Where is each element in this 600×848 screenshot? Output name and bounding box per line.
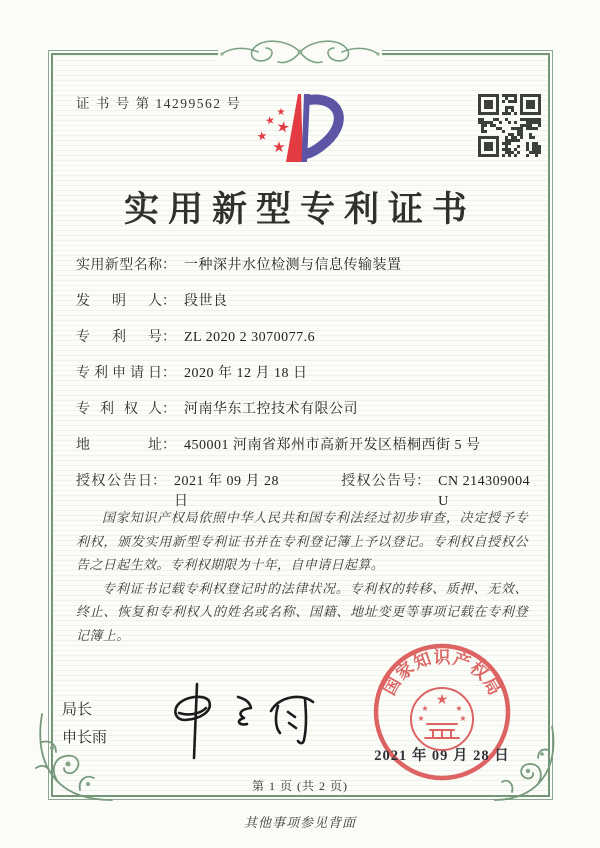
legal-text [76, 506, 528, 647]
field-value: 河南华东工控技术有限公司 [184, 402, 358, 417]
field-colon: ： [162, 258, 176, 273]
field-value: ZL 2020 2 3070077.6 [184, 330, 316, 345]
field-value: 一种深井水位检测与信息传输装置 [184, 258, 402, 273]
star-icon: ★ [455, 704, 463, 713]
field-label: 发明人 [76, 294, 162, 309]
field-colon: ： [162, 438, 176, 453]
svg-text:知: 知 [411, 649, 434, 673]
svg-text:产: 产 [450, 649, 473, 673]
field-row-inventor [76, 292, 531, 328]
star-icon: ★ [264, 114, 277, 128]
star-icon: ★ [274, 118, 292, 138]
field-colon: ： [162, 366, 176, 381]
star-icon: ★ [276, 107, 286, 118]
gate-glyph [425, 724, 459, 738]
field-colon: ： [416, 474, 431, 489]
star-icon: ★ [459, 714, 467, 723]
field-value: 段世良 [184, 294, 228, 309]
field-row-grant [76, 472, 531, 508]
star-icon: ★ [272, 140, 286, 156]
star-icon: ★ [421, 704, 429, 713]
patent-fields [76, 256, 531, 508]
svg-text:局: 局 [479, 674, 505, 699]
field-colon: ： [162, 294, 176, 309]
field-label: 专利申请日 [76, 366, 162, 381]
grant-number-value: CN 214309004 U [438, 474, 531, 509]
certificate-number: 证 书 号 第 14299562 号 [76, 96, 242, 111]
page-number: 第 1 页 (共 2 页) [252, 779, 348, 793]
svg-text:识: 识 [433, 648, 451, 667]
grant-date-value: 2021 年 09 月 28 日 [174, 474, 280, 509]
field-row-patentee [76, 400, 531, 436]
field-colon: ： [152, 474, 167, 489]
legal-paragraph-2: 专利证书记载专利权登记时的法律状况。专利权的转移、质押、无效、终止、恢复和专利权人的姓名或名称、国籍、地址变更等事项记载在专利登记簿上。 [76, 580, 528, 643]
back-side-note: 其他事项参见背面 [243, 815, 356, 830]
star-icon: ★ [417, 714, 425, 723]
field-colon: ： [162, 402, 176, 417]
field-label: 授权公告日 [76, 474, 153, 489]
svg-text:国: 国 [379, 674, 405, 699]
national-emblem [411, 688, 473, 750]
field-label: 专利号 [76, 330, 162, 345]
field-value: 450001 河南省郑州市高新开发区梧桐西街 5 号 [184, 438, 481, 453]
field-row-address [76, 436, 531, 472]
field-label: 授权公告号 [341, 474, 417, 489]
page-title: 实用新型专利证书 [123, 190, 476, 229]
commissioner-title: 局长 [62, 701, 93, 718]
cnipa-official-seal [357, 627, 527, 797]
handwritten-signature [140, 668, 330, 778]
field-row-patent-number [76, 328, 531, 364]
field-label: 实用新型名称 [76, 258, 162, 273]
seal-date: 2021 年 09 月 28 日 [374, 748, 510, 764]
qr-code [478, 94, 541, 157]
logo-p-bowl [306, 100, 339, 154]
seal-text [380, 648, 504, 698]
field-row-name [76, 256, 531, 292]
star-icon: ★ [435, 693, 449, 708]
field-value: 2020 年 12 月 18 日 [184, 366, 308, 381]
logo-stars [256, 107, 291, 156]
commissioner-name: 申长雨 [62, 729, 108, 746]
commissioner-block [62, 696, 107, 752]
field-label: 专利权人 [76, 402, 162, 417]
svg-text:家: 家 [392, 658, 418, 684]
field-row-filing-date [76, 364, 531, 400]
cnipa-patent-logo [238, 58, 368, 172]
legal-paragraph-1: 国家知识产权局依照中华人民共和国专利法经过初步审查，决定授予专利权，颁发实用新型专利证书并在专利登记簿上予以登记。专利权自授权公告之日起生效。专利权期限为十年，自申请日起算。 [76, 510, 528, 572]
field-colon: ： [162, 330, 176, 345]
field-label: 地址 [76, 438, 162, 453]
svg-text:权: 权 [466, 658, 492, 684]
star-icon: ★ [255, 128, 269, 144]
